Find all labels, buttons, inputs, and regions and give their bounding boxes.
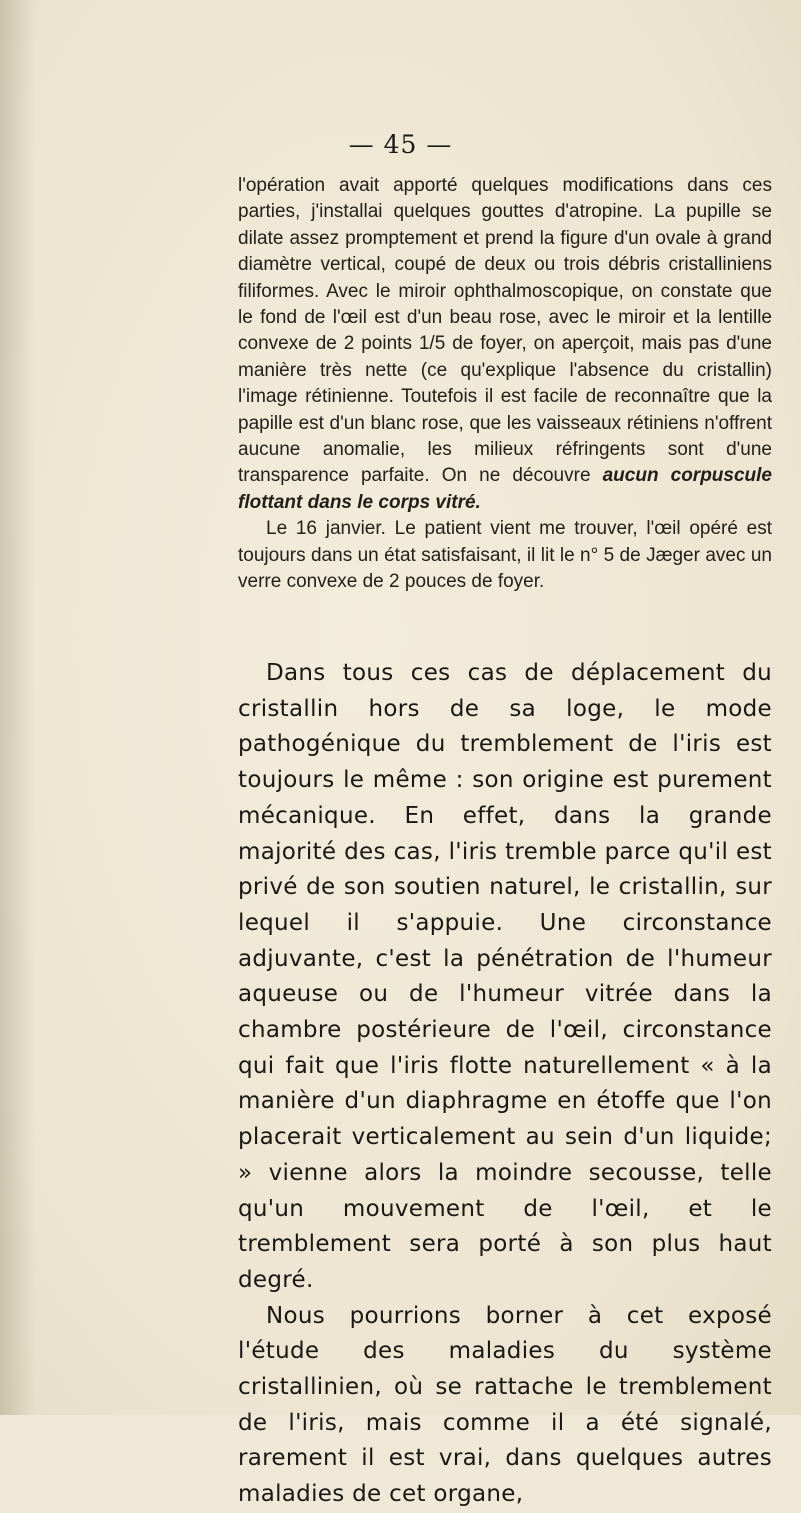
transition-paragraph: Nous pourrions borner à cet exposé l'étude des maladies du système cristallinien, où se rattache le tremblement de l'iris, mais comme il a été signalé, rarement il est vrai, dans quelques autres maladies de cet organe, [238,1302,772,1508]
main-text-block [238,656,772,1513]
case-report-emphasis: aucun corpuscule flottant dans le corps vitré. [238,465,772,513]
case-report-text: l'opération avait apporté quelques modifications dans ces parties, j'installai quelques gouttes d'atropine. La pupille se dilate assez promptement et prend la figure d'un ovale à grand diamètre vertical, coupé de deux ou trois débris cristalliniens filiformes. Avec le miroir ophthalmoscopique, on constate que le fond de l'œil est d'un beau rose, avec le miroir et la lentille convexe de 2 points 1/5 de foyer, on aperçoit, mais pas d'une manière très nette (ce qu'explique l'absence du cristallin) l'image rétinienne. Toutefois il est facile de reconnaître que la papille est d'un blanc rose, que les vaisseaux rétiniens n'offrent aucune anomalie, les milieux réfringents sont d'une transparence parfaite. On ne découvre [238,175,772,487]
case-report-paragraph [238,173,772,516]
page-number: — 45 — [348,130,453,159]
case-report-block [238,173,772,596]
pathogenesis-paragraph: Dans tous ces cas de déplacement du cristallin hors de sa loge, le mode pathogénique du tremblement de l'iris est toujours le même : son origine est purement mécanique. En effet, dans la grande majorité des cas, l'iris tremble parce qu'il est privé de son soutien naturel, le cristallin, sur lequel il s'appuie. Une circonstance adjuvante, c'est la pénétration de l'humeur aqueuse ou de l'humeur vitrée dans la chambre postérieure de l'œil, circonstance qui fait que l'iris flotte naturellement « à la manière d'un diaphragme en étoffe que l'on placerait verticalement au sein d'un liquide; » vienne alors la moindre secousse, telle qu'un mouvement de l'œil, et le tremblement sera porté à son plus haut degré. [238,660,772,1293]
binding-shadow [0,0,36,1415]
follow-up-paragraph: Le 16 janvier. Le patient vient me trouver, l'œil opéré est toujours dans un état satisfaisant, il lit le n° 5 de Jæger avec un verre convexe de 2 pouces de foyer. [238,518,772,593]
